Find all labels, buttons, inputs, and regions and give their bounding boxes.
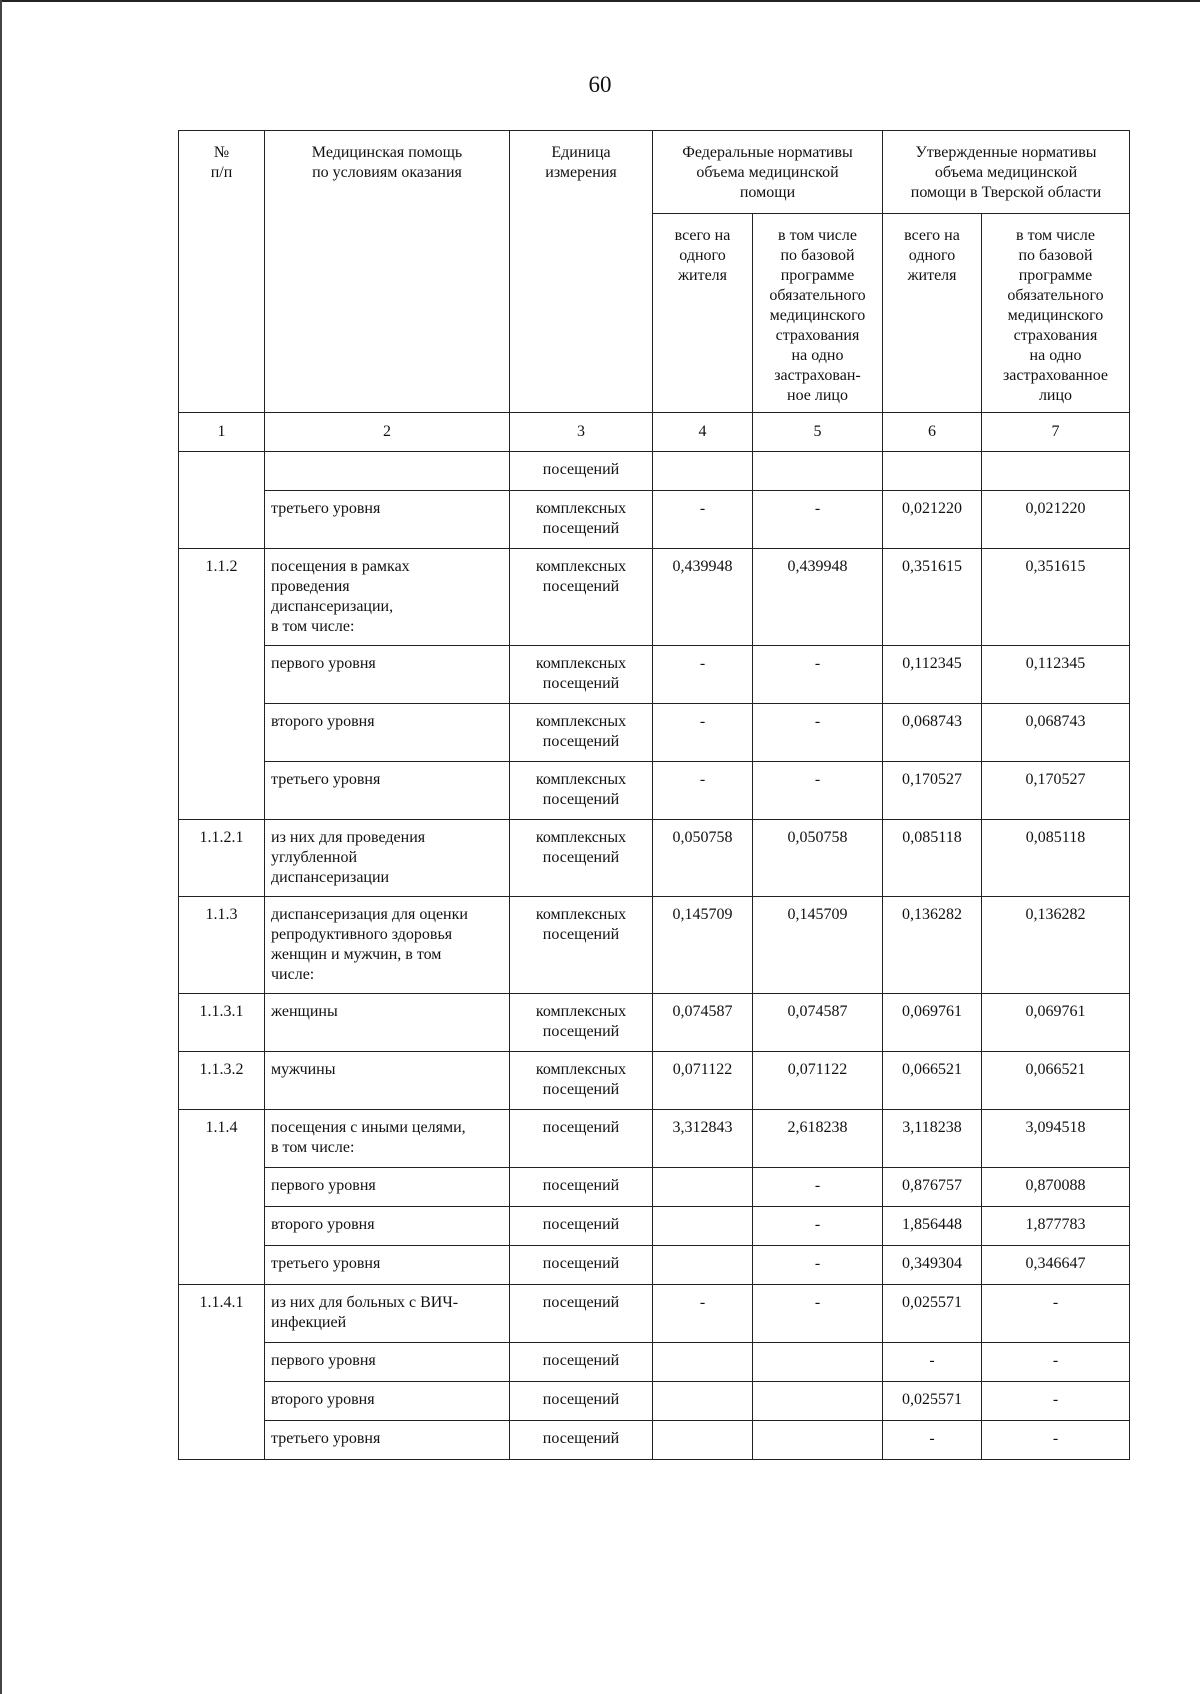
- unit-cell: комплексных посещений: [510, 897, 653, 994]
- unit-cell: посещений: [510, 1246, 653, 1285]
- appr-oms-cell: 0,066521: [982, 1052, 1130, 1110]
- appr-oms-cell: [982, 452, 1130, 491]
- appr-total-cell: -: [883, 1421, 982, 1460]
- page-edge-left: [0, 0, 2, 1694]
- column-numbers-row: [179, 413, 1130, 452]
- appr-total-cell: 0,876757: [883, 1168, 982, 1207]
- appr-oms-cell: 0,112345: [982, 646, 1130, 704]
- care-type-cell: посещения в рамках проведения диспансеризации, в том числе:: [265, 549, 510, 646]
- row-number-cell: 1.1.3: [179, 897, 265, 994]
- care-type-cell: мужчины: [265, 1052, 510, 1110]
- page-edge-top: [0, 0, 1200, 2]
- fed-total-cell: [653, 452, 753, 491]
- fed-oms-cell: [753, 452, 883, 491]
- fed-total-cell: 0,050758: [653, 820, 753, 897]
- row-number-cell: 1.1.3.1: [179, 994, 265, 1052]
- appr-oms-cell: 1,877783: [982, 1207, 1130, 1246]
- table-row: [179, 1110, 1130, 1168]
- unit-cell: посещений: [510, 1382, 653, 1421]
- column-number: 1: [179, 413, 265, 452]
- unit-cell: комплексных посещений: [510, 646, 653, 704]
- care-type-cell: третьего уровня: [265, 762, 510, 820]
- appr-oms-cell: 3,094518: [982, 1110, 1130, 1168]
- appr-oms-cell: 0,085118: [982, 820, 1130, 897]
- unit-cell: комплексных посещений: [510, 762, 653, 820]
- fed-oms-cell: [753, 1382, 883, 1421]
- appr-total-cell: 0,066521: [883, 1052, 982, 1110]
- appr-total-cell: 0,170527: [883, 762, 982, 820]
- row-number-cell: 1.1.4.1: [179, 1285, 265, 1460]
- column-number: 5: [753, 413, 883, 452]
- fed-total-cell: 0,145709: [653, 897, 753, 994]
- unit-cell: комплексных посещений: [510, 491, 653, 549]
- appr-oms-cell: -: [982, 1421, 1130, 1460]
- appr-oms-cell: -: [982, 1285, 1130, 1343]
- appr-total-cell: 0,021220: [883, 491, 982, 549]
- appr-oms-cell: -: [982, 1343, 1130, 1382]
- header-appr-oms: в том числе по базовой программе обязательного медицинского страхования на одно застрахованное лицо: [982, 214, 1130, 413]
- column-number: 4: [653, 413, 753, 452]
- care-type-cell: третьего уровня: [265, 1246, 510, 1285]
- table-row: [179, 1285, 1130, 1343]
- table-row: [179, 1421, 1130, 1460]
- fed-total-cell: -: [653, 646, 753, 704]
- header-fed-oms: в том числе по базовой программе обязательного медицинского страхования на одно застрахован- ное лицо: [753, 214, 883, 413]
- norms-table: [178, 130, 1130, 1460]
- header-col-care: Медицинская помощь по условиям оказания: [265, 131, 510, 413]
- header-federal-group: Федеральные нормативы объема медицинской помощи: [653, 131, 883, 214]
- care-type-cell: из них для проведения углубленной диспансеризации: [265, 820, 510, 897]
- appr-total-cell: 0,351615: [883, 549, 982, 646]
- fed-oms-cell: -: [753, 1168, 883, 1207]
- care-type-cell: первого уровня: [265, 646, 510, 704]
- care-type-cell: третьего уровня: [265, 1421, 510, 1460]
- table-row: [179, 1246, 1130, 1285]
- column-number: 2: [265, 413, 510, 452]
- appr-oms-cell: 0,870088: [982, 1168, 1130, 1207]
- header-row-1: [179, 131, 1130, 214]
- fed-total-cell: 0,071122: [653, 1052, 753, 1110]
- appr-total-cell: 0,025571: [883, 1382, 982, 1421]
- appr-oms-cell: 0,069761: [982, 994, 1130, 1052]
- care-type-cell: третьего уровня: [265, 491, 510, 549]
- appr-oms-cell: 0,170527: [982, 762, 1130, 820]
- fed-oms-cell: -: [753, 491, 883, 549]
- table-row: [179, 1343, 1130, 1382]
- fed-oms-cell: 0,050758: [753, 820, 883, 897]
- table-row: [179, 762, 1130, 820]
- appr-total-cell: 3,118238: [883, 1110, 982, 1168]
- fed-oms-cell: -: [753, 762, 883, 820]
- header-col-number: № п/п: [179, 131, 265, 413]
- appr-oms-cell: 0,351615: [982, 549, 1130, 646]
- fed-oms-cell: 0,071122: [753, 1052, 883, 1110]
- appr-total-cell: 0,069761: [883, 994, 982, 1052]
- unit-cell: посещений: [510, 452, 653, 491]
- table-row: [179, 820, 1130, 897]
- appr-oms-cell: 0,136282: [982, 897, 1130, 994]
- care-type-cell: женщины: [265, 994, 510, 1052]
- care-type-cell: первого уровня: [265, 1343, 510, 1382]
- fed-oms-cell: -: [753, 1285, 883, 1343]
- care-type-cell: второго уровня: [265, 1382, 510, 1421]
- table-body: [179, 131, 1130, 1460]
- unit-cell: комплексных посещений: [510, 704, 653, 762]
- appr-total-cell: 1,856448: [883, 1207, 982, 1246]
- row-number-cell: 1.1.2.1: [179, 820, 265, 897]
- fed-oms-cell: 0,439948: [753, 549, 883, 646]
- care-type-cell: [265, 452, 510, 491]
- appr-oms-cell: 0,021220: [982, 491, 1130, 549]
- care-type-cell: второго уровня: [265, 704, 510, 762]
- unit-cell: комплексных посещений: [510, 1052, 653, 1110]
- fed-oms-cell: -: [753, 1246, 883, 1285]
- care-type-cell: первого уровня: [265, 1168, 510, 1207]
- column-number: 6: [883, 413, 982, 452]
- appr-total-cell: 0,349304: [883, 1246, 982, 1285]
- fed-total-cell: -: [653, 704, 753, 762]
- fed-total-cell: [653, 1168, 753, 1207]
- appr-total-cell: -: [883, 1343, 982, 1382]
- unit-cell: комплексных посещений: [510, 994, 653, 1052]
- appr-total-cell: 0,025571: [883, 1285, 982, 1343]
- unit-cell: посещений: [510, 1110, 653, 1168]
- row-number-cell: [179, 452, 265, 549]
- unit-cell: посещений: [510, 1168, 653, 1207]
- table-row: [179, 1168, 1130, 1207]
- table-row: [179, 897, 1130, 994]
- fed-total-cell: -: [653, 1285, 753, 1343]
- fed-oms-cell: 0,145709: [753, 897, 883, 994]
- care-type-cell: посещения с иными целями, в том числе:: [265, 1110, 510, 1168]
- unit-cell: посещений: [510, 1343, 653, 1382]
- page-number: 60: [588, 72, 612, 97]
- fed-total-cell: [653, 1421, 753, 1460]
- table-row: [179, 1207, 1130, 1246]
- fed-total-cell: -: [653, 491, 753, 549]
- table-row: [179, 491, 1130, 549]
- table-row: [179, 994, 1130, 1052]
- unit-cell: посещений: [510, 1421, 653, 1460]
- fed-oms-cell: [753, 1421, 883, 1460]
- appr-total-cell: 0,136282: [883, 897, 982, 994]
- appr-oms-cell: 0,346647: [982, 1246, 1130, 1285]
- fed-oms-cell: -: [753, 1207, 883, 1246]
- fed-total-cell: [653, 1246, 753, 1285]
- fed-total-cell: 0,439948: [653, 549, 753, 646]
- header-appr-per-resident: всего на одного жителя: [883, 214, 982, 413]
- fed-total-cell: -: [653, 762, 753, 820]
- fed-total-cell: 0,074587: [653, 994, 753, 1052]
- fed-oms-cell: -: [753, 704, 883, 762]
- fed-oms-cell: 2,618238: [753, 1110, 883, 1168]
- header-col-unit: Единица измерения: [510, 131, 653, 413]
- care-type-cell: второго уровня: [265, 1207, 510, 1246]
- header-approved-group: Утвержденные нормативы объема медицинской помощи в Тверской области: [883, 131, 1130, 214]
- appr-total-cell: 0,112345: [883, 646, 982, 704]
- fed-total-cell: [653, 1343, 753, 1382]
- table-row: [179, 704, 1130, 762]
- unit-cell: посещений: [510, 1207, 653, 1246]
- table-row: [179, 1052, 1130, 1110]
- fed-total-cell: [653, 1207, 753, 1246]
- header-fed-per-resident: всего на одного жителя: [653, 214, 753, 413]
- fed-oms-cell: -: [753, 646, 883, 704]
- appr-oms-cell: -: [982, 1382, 1130, 1421]
- table-row: [179, 549, 1130, 646]
- care-type-cell: диспансеризация для оценки репродуктивного здоровья женщин и мужчин, в том числе:: [265, 897, 510, 994]
- fed-oms-cell: 0,074587: [753, 994, 883, 1052]
- appr-total-cell: 0,085118: [883, 820, 982, 897]
- care-type-cell: из них для больных с ВИЧ- инфекцией: [265, 1285, 510, 1343]
- appr-total-cell: [883, 452, 982, 491]
- fed-oms-cell: [753, 1343, 883, 1382]
- column-number: 7: [982, 413, 1130, 452]
- table-row: [179, 1382, 1130, 1421]
- row-number-cell: 1.1.3.2: [179, 1052, 265, 1110]
- column-number: 3: [510, 413, 653, 452]
- row-number-cell: 1.1.4: [179, 1110, 265, 1285]
- table-row: [179, 452, 1130, 491]
- row-number-cell: 1.1.2: [179, 549, 265, 820]
- appr-total-cell: 0,068743: [883, 704, 982, 762]
- unit-cell: комплексных посещений: [510, 549, 653, 646]
- fed-total-cell: 3,312843: [653, 1110, 753, 1168]
- unit-cell: комплексных посещений: [510, 820, 653, 897]
- unit-cell: посещений: [510, 1285, 653, 1343]
- appr-oms-cell: 0,068743: [982, 704, 1130, 762]
- table-row: [179, 646, 1130, 704]
- fed-total-cell: [653, 1382, 753, 1421]
